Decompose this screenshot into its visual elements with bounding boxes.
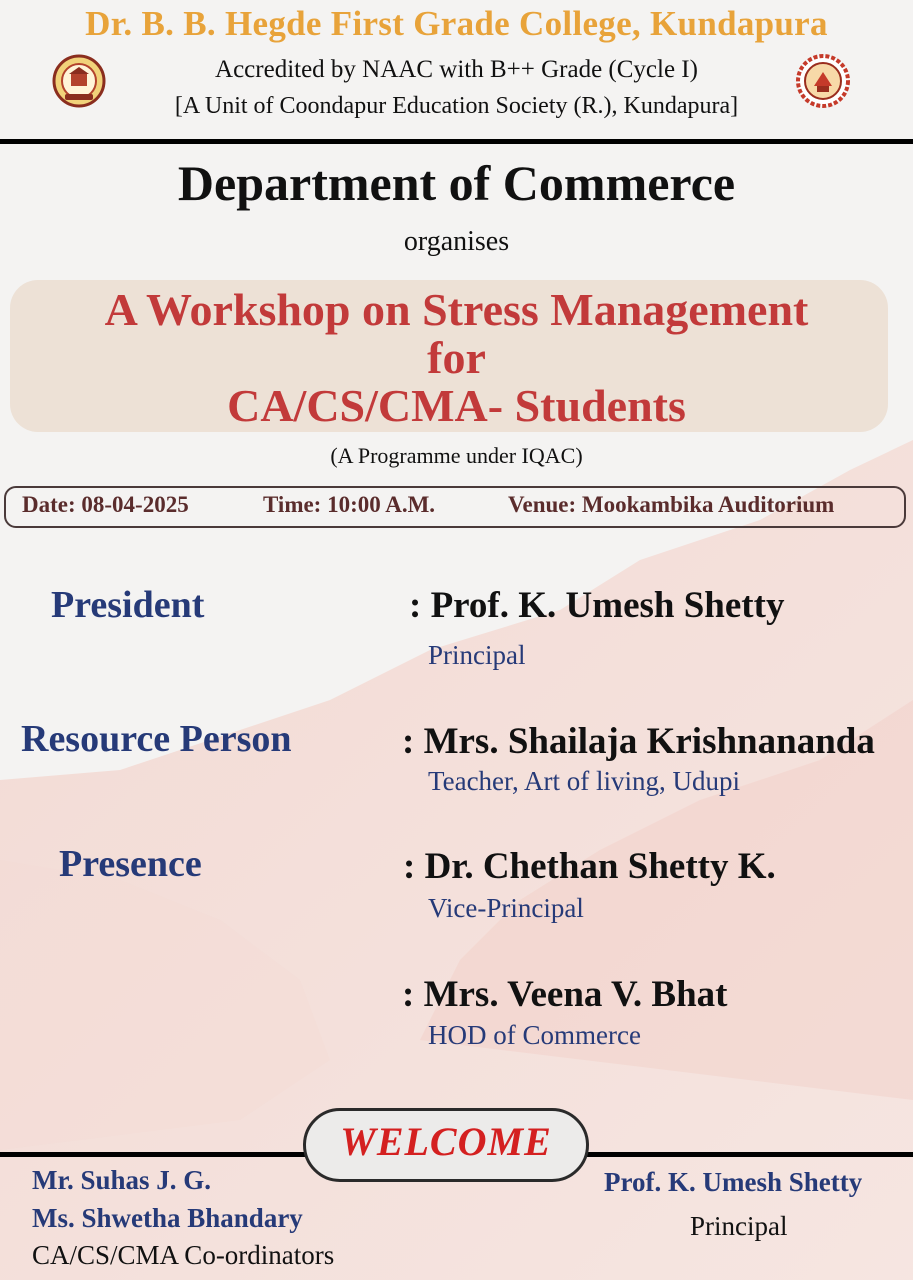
principal-name: Prof. K. Umesh Shetty (604, 1167, 863, 1197)
person-resource-person: : Mrs. Shailaja Krishnananda (402, 721, 875, 762)
event-time: Time: 10:00 A.M. (263, 492, 436, 517)
designation-resource-person: Teacher, Art of living, Udupi (428, 766, 740, 796)
college-name: Dr. B. B. Hegde First Grade College, Kundapura (85, 4, 828, 43)
person-president: : Prof. K. Umesh Shetty (409, 585, 785, 626)
workshop-title-line3: CA/CS/CMA- Students (227, 380, 686, 431)
role-presence: Presence (59, 843, 202, 885)
coordinator-1: Mr. Suhas J. G. (32, 1165, 212, 1195)
department-title: Department of Commerce (177, 155, 736, 211)
organises-text: organises (403, 226, 510, 257)
event-date: Date: 08-04-2025 (22, 492, 189, 517)
event-venue: Venue: Mookambika Auditorium (508, 492, 835, 517)
role-resource-person: Resource Person (21, 718, 292, 760)
coordinators-label: CA/CS/CMA Co-ordinators (32, 1240, 335, 1270)
workshop-title-line1: A Workshop on Stress Management (104, 284, 809, 335)
principal-label: Principal (690, 1211, 788, 1241)
designation-president: Principal (428, 640, 526, 670)
designation-presence-2: HOD of Commerce (428, 1020, 641, 1050)
header-divider (0, 139, 913, 144)
iqac-note: (A Programme under IQAC) (330, 443, 583, 468)
workshop-title-line2: for (427, 332, 486, 383)
person-presence-2: : Mrs. Veena V. Bhat (402, 974, 728, 1015)
role-president: President (51, 584, 205, 626)
accreditation-text: Accredited by NAAC with B++ Grade (Cycle I) (215, 56, 698, 83)
welcome-text: WELCOME (340, 1119, 552, 1164)
unit-text: [A Unit of Coondapur Education Society (R.), Kundapura] (174, 93, 739, 119)
college-emblem-icon (52, 54, 106, 108)
designation-presence-1: Vice-Principal (428, 893, 584, 923)
coordinator-2: Ms. Shwetha Bhandary (32, 1203, 303, 1233)
society-emblem-icon (796, 54, 850, 108)
person-presence-1: : Dr. Chethan Shetty K. (403, 846, 776, 887)
